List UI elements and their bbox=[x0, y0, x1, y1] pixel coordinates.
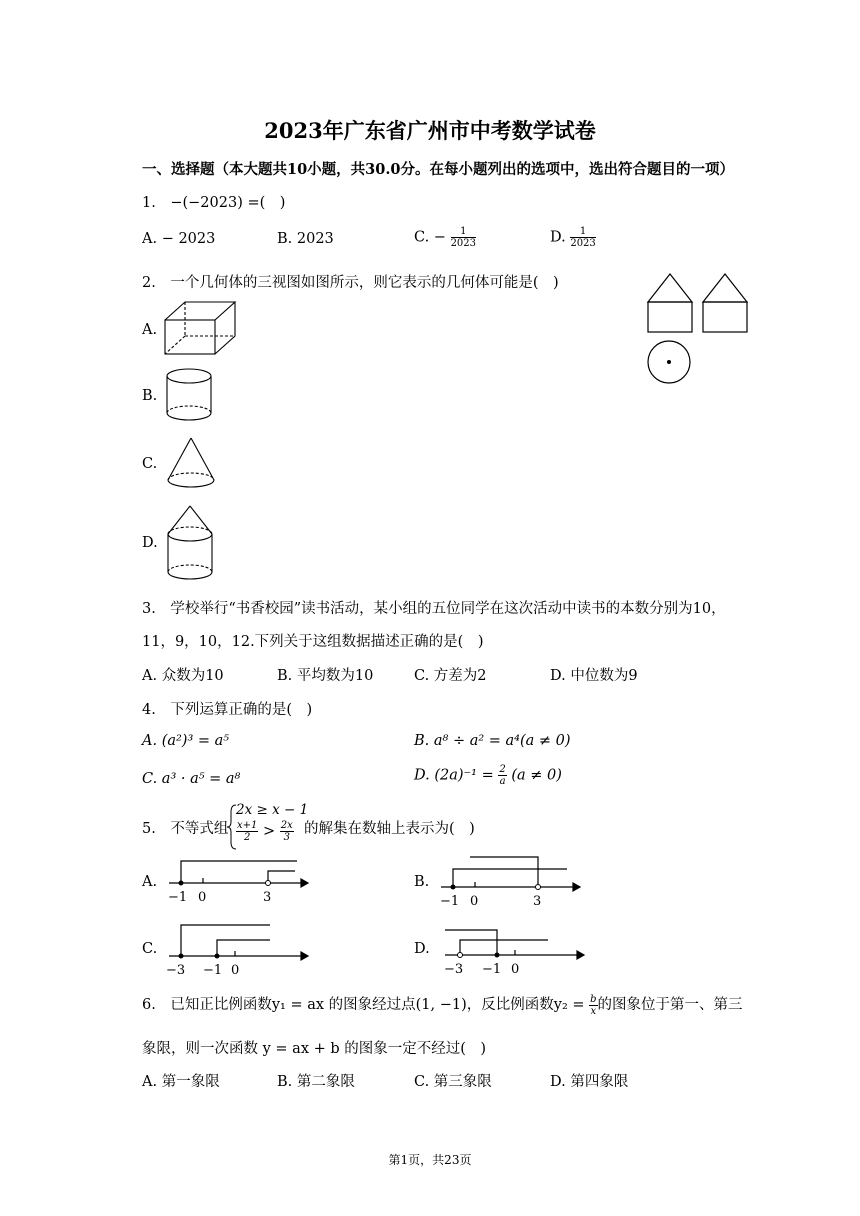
front-view-triangle bbox=[648, 274, 692, 302]
q4-option-d bbox=[414, 764, 562, 787]
q5-ineq2-lden: 2 bbox=[244, 832, 251, 843]
q1-option-d bbox=[550, 226, 596, 249]
three-view-figure bbox=[640, 268, 755, 388]
cone-cylinder-icon bbox=[163, 504, 217, 584]
q1-option-d-den: 2023 bbox=[570, 238, 596, 249]
tick-label: −1 bbox=[168, 890, 188, 905]
tick-label: 3 bbox=[533, 894, 542, 909]
q5-ineq2-op: > bbox=[263, 823, 276, 840]
q3-option-a: A. 众数为10 bbox=[142, 668, 224, 684]
q1-option-c-den: 2023 bbox=[450, 238, 477, 249]
tick-label: −3 bbox=[166, 963, 186, 978]
number-line-b bbox=[437, 850, 582, 908]
q4-option-a: A. (a²)³ = a⁵ bbox=[142, 733, 230, 749]
q5-option-b: B. bbox=[414, 874, 430, 890]
q4-option-d-prefix: D. (2a)⁻¹ = bbox=[414, 767, 499, 784]
q2-option-b: B. bbox=[142, 388, 158, 404]
front-view-rect bbox=[648, 302, 692, 332]
q2-stem: 2. 一个几何体的三视图如图所示，则它表示的几何体可能是( ) bbox=[142, 275, 559, 291]
q6-option-d: D. 第四象限 bbox=[550, 1074, 629, 1090]
q5-stem-prefix: 5. 不等式组 bbox=[142, 821, 229, 837]
side-view-triangle bbox=[703, 274, 747, 302]
tick-label: 0 bbox=[511, 962, 520, 977]
q5-option-c: C. bbox=[142, 941, 158, 957]
q1-option-a: A. − 2023 bbox=[142, 231, 216, 247]
q2-option-a: A. bbox=[142, 322, 158, 338]
cuboid-icon bbox=[163, 298, 239, 358]
q5-stem-suffix: 的解集在数轴上表示为( ) bbox=[304, 821, 475, 837]
section-header: 一、选择题（本大题共10小题，共30.0分。在每小题列出的选项中，选出符合题目的一项） bbox=[142, 161, 734, 178]
q6-line1 bbox=[142, 993, 743, 1017]
q6-frac-den: x bbox=[590, 1005, 597, 1017]
number-line-a bbox=[165, 855, 310, 903]
tick-label: 0 bbox=[198, 890, 207, 905]
tick-label: 3 bbox=[263, 890, 272, 905]
side-view-rect bbox=[703, 302, 747, 332]
q5-ineq2-rnum: 2x bbox=[280, 820, 293, 831]
q6-line2: 象限，则一次函数 y = ax + b 的图象一定不经过( ) bbox=[142, 1041, 487, 1057]
q4-option-d-den: a bbox=[499, 776, 506, 787]
q1-option-b: B. 2023 bbox=[277, 231, 334, 247]
q5-ineq2 bbox=[236, 820, 294, 843]
q4-option-d-suffix: (a ≠ 0) bbox=[511, 767, 562, 784]
top-view-center bbox=[667, 360, 671, 364]
tick-label: −1 bbox=[440, 894, 460, 909]
q5-ineq1: 2x ≥ x − 1 bbox=[236, 802, 309, 818]
q1-option-c-prefix: C. − bbox=[414, 229, 446, 246]
q1-stem: 1. −(−2023) =( ) bbox=[142, 195, 286, 211]
q6-line1-a: 6. 已知正比例函数y₁ = ax 的图象经过点(1, −1)，反比例函数y₂ = bbox=[142, 997, 590, 1013]
page-footer: 第1页，共23页 bbox=[388, 1153, 472, 1167]
cone-icon bbox=[163, 436, 219, 496]
tick-label: −3 bbox=[444, 962, 464, 977]
q4-option-b: B. a⁸ ÷ a² = a⁴(a ≠ 0) bbox=[414, 733, 571, 749]
q3-option-d: D. 中位数为9 bbox=[550, 668, 638, 684]
cylinder-icon bbox=[163, 366, 215, 426]
q5-ineq2-lnum: x+1 bbox=[237, 820, 258, 831]
q3-option-c: C. 方差为2 bbox=[414, 668, 487, 684]
q1-option-d-prefix: D. bbox=[550, 229, 571, 246]
number-line-d bbox=[441, 924, 586, 976]
q1-option-d-num: 1 bbox=[570, 226, 595, 238]
number-line-c bbox=[165, 918, 310, 976]
q5-option-a: A. bbox=[142, 874, 158, 890]
q6-line1-b: 的图象位于第一、第三 bbox=[597, 997, 743, 1013]
q1-option-c bbox=[414, 226, 476, 249]
q4-option-c: C. a³ · a⁵ = a⁸ bbox=[142, 771, 241, 787]
q2-option-d: D. bbox=[142, 535, 158, 551]
q5-option-d: D. bbox=[414, 941, 430, 957]
q3-stem-line2: 11，9，10，12.下列关于这组数据描述正确的是( ) bbox=[142, 634, 484, 650]
q6-frac-num: b bbox=[590, 993, 597, 1005]
q4-option-d-num: 2 bbox=[499, 764, 506, 775]
q4-stem: 4. 下列运算正确的是( ) bbox=[142, 702, 313, 718]
q2-option-c: C. bbox=[142, 456, 158, 472]
q6-option-a: A. 第一象限 bbox=[142, 1074, 220, 1090]
q3-option-b: B. 平均数为10 bbox=[277, 668, 374, 684]
q5-ineq2-rden: 3 bbox=[283, 832, 290, 843]
q6-option-c: C. 第三象限 bbox=[414, 1074, 492, 1090]
q3-stem-line1: 3. 学校举行“书香校园”读书活动，某小组的五位同学在这次活动中读书的本数分别为10， bbox=[142, 601, 726, 617]
q1-option-c-num: 1 bbox=[451, 226, 476, 238]
tick-label: −1 bbox=[203, 963, 223, 978]
q6-option-b: B. 第二象限 bbox=[277, 1074, 355, 1090]
tick-label: 0 bbox=[231, 963, 240, 978]
tick-label: 0 bbox=[470, 894, 479, 909]
tick-label: −1 bbox=[482, 962, 502, 977]
page-title: 2023年广东省广州市中考数学试卷 bbox=[264, 118, 596, 143]
